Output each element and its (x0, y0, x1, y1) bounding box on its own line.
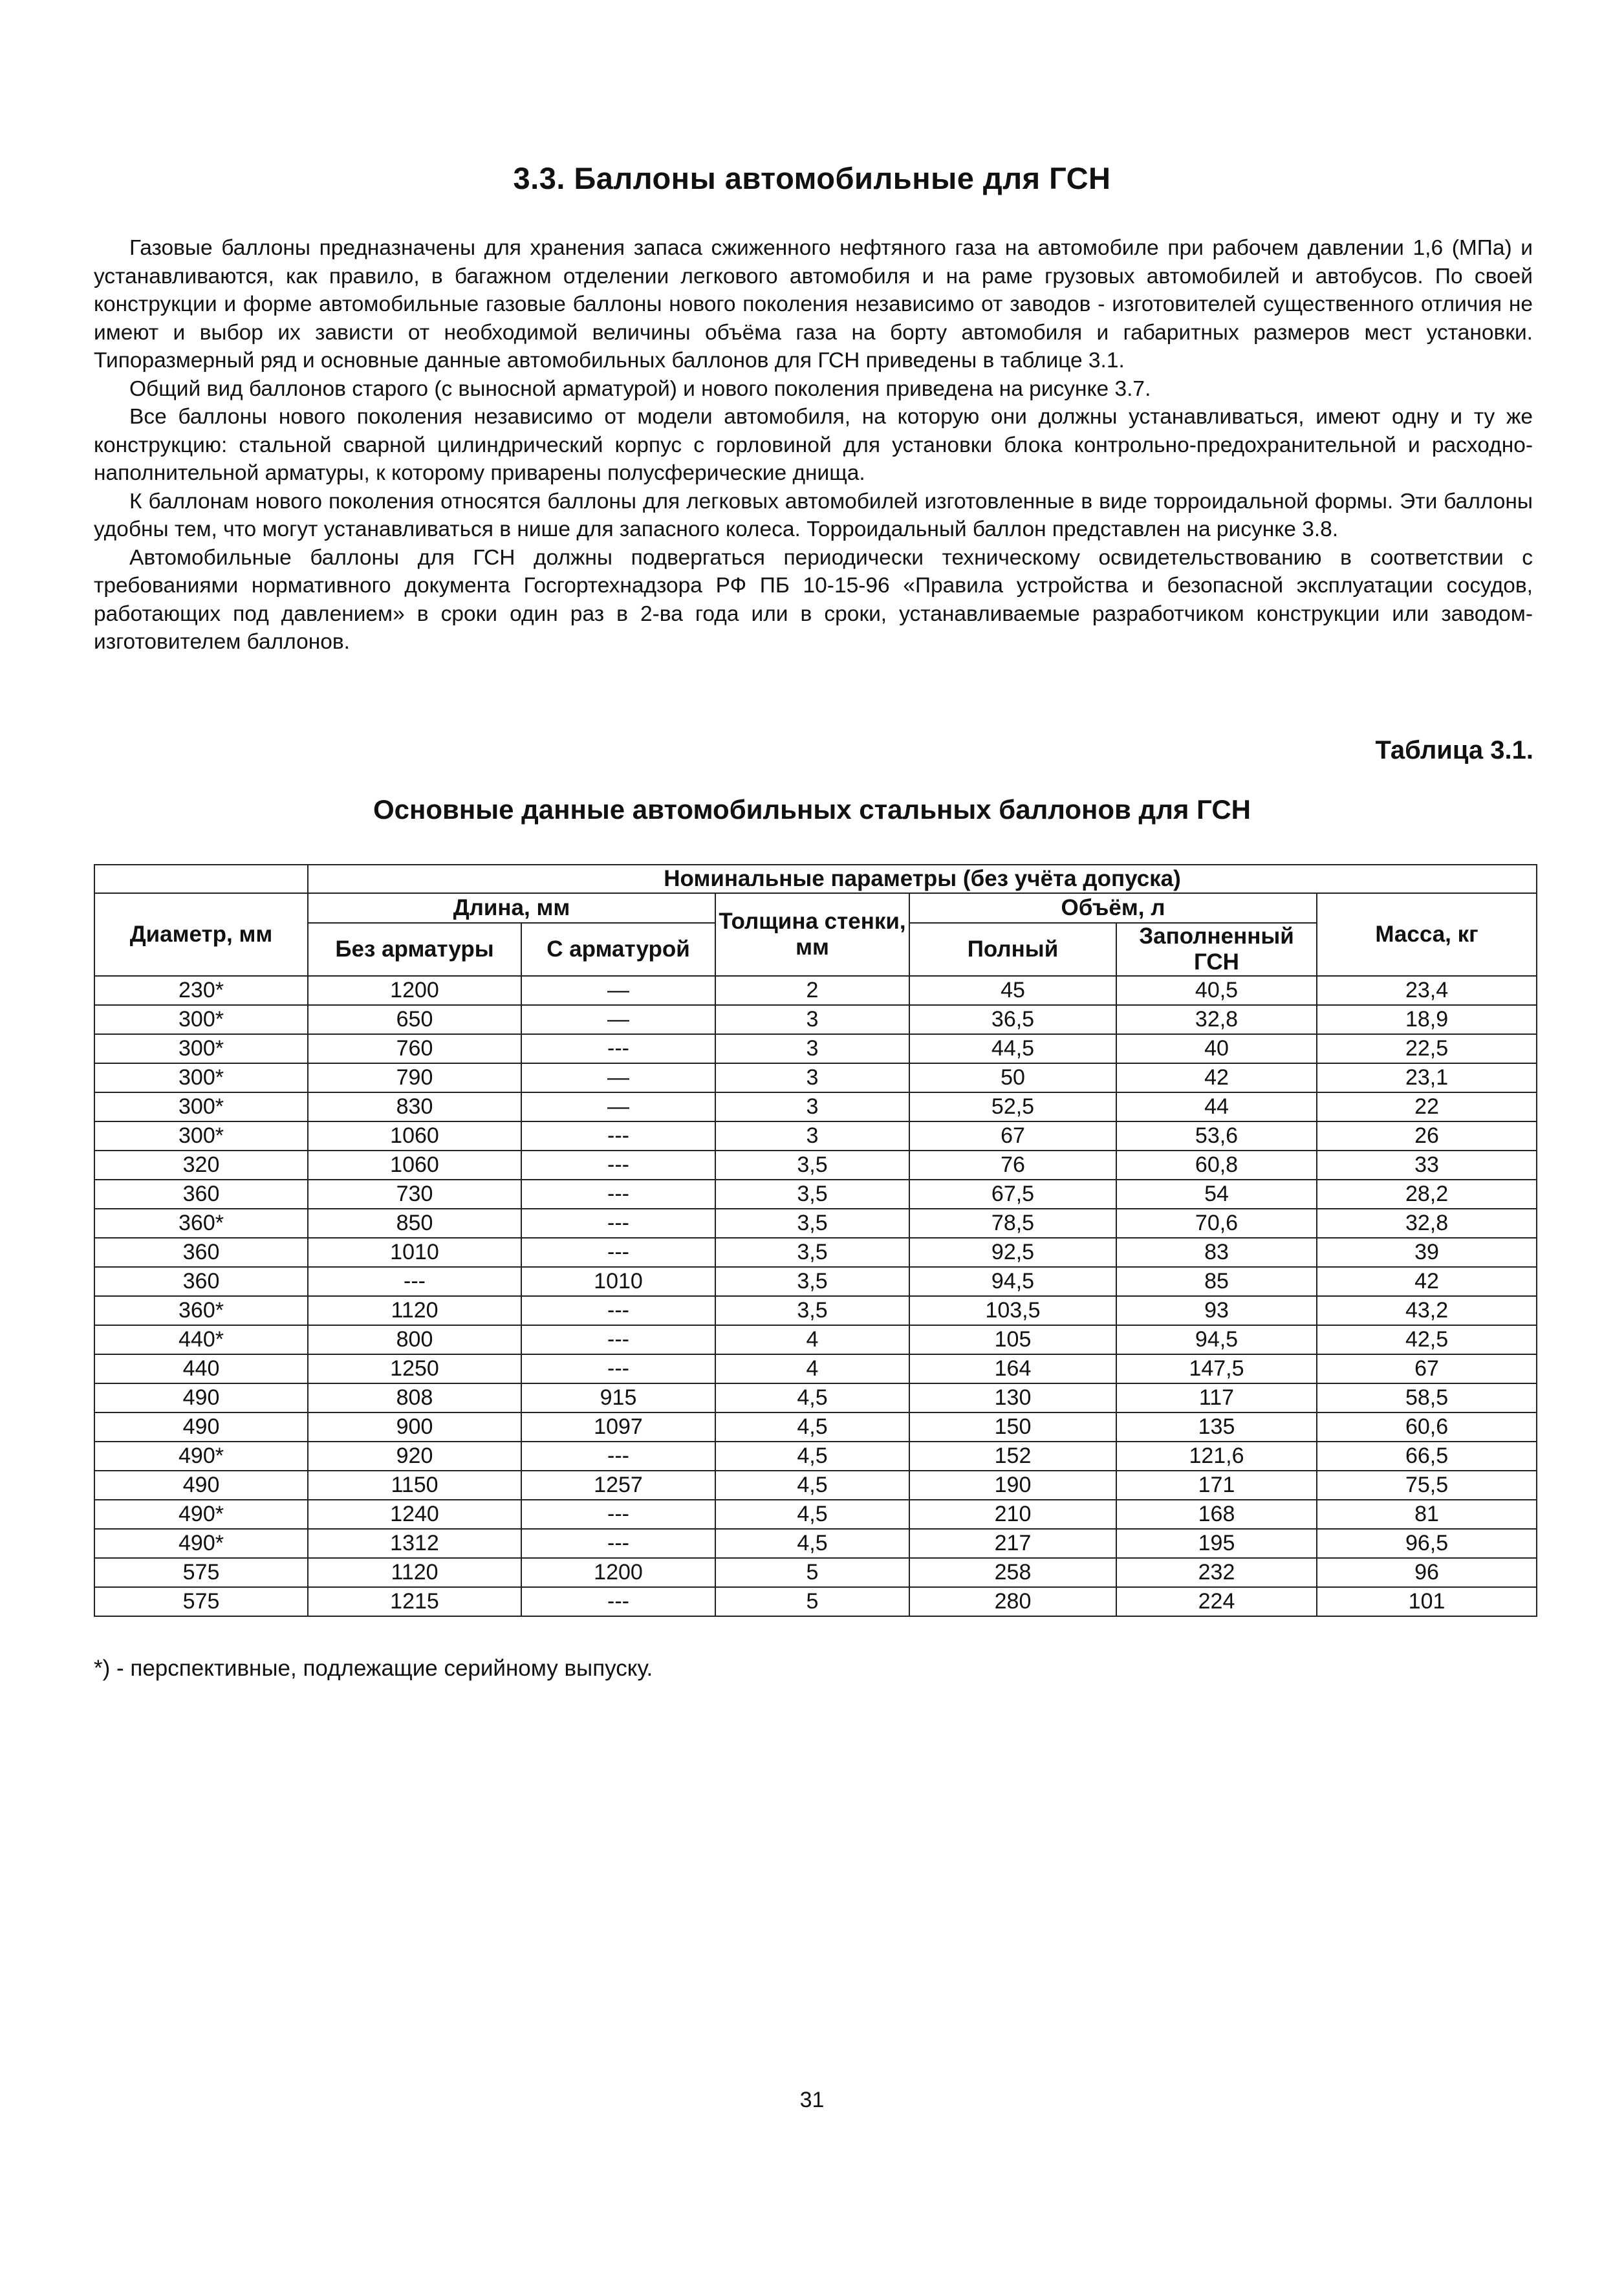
table-cell: 920 (308, 1442, 521, 1471)
table-cell: 900 (308, 1412, 521, 1442)
table-cell: 1060 (308, 1151, 521, 1180)
table-cell: 42,5 (1317, 1325, 1537, 1354)
table-cell: 39 (1317, 1238, 1537, 1267)
table-cell: 78,5 (909, 1209, 1116, 1238)
table-cell: 45 (909, 976, 1116, 1005)
table-cell: 490 (94, 1412, 308, 1442)
table-cell: 850 (308, 1209, 521, 1238)
table-cell: 2 (715, 976, 909, 1005)
table-cell: 190 (909, 1471, 1116, 1500)
table-cell: 42 (1116, 1063, 1317, 1092)
header-without-fittings: Без арматуры (308, 923, 521, 976)
table-cell: 50 (909, 1063, 1116, 1092)
table-cell: --- (521, 1587, 715, 1616)
table-title: Основные данные автомобильных стальных баллонов для ГСН (373, 794, 1251, 825)
table-cell: --- (521, 1180, 715, 1209)
table-cell: 3,5 (715, 1267, 909, 1296)
paragraph: Общий вид баллонов старого (с выносной арматурой) и нового поколения приведена на рисунке 3.7. (129, 376, 1151, 401)
table-cell: 53,6 (1116, 1121, 1317, 1151)
paragraph: Автомобильные баллоны для ГСН должны подвергаться периодически техническому освидетельствованию в соответствии с требованиями нормативного документа Госгортехнадзора РФ ПБ 10-15-96 «Правила устройства и безопасной эксплуатации сосудов, работающих под давлением» в сроки один раз в 2-ва года или в сроки, устанавливаемые разработчиком конструкции или заводом-изготовителем баллонов. (94, 545, 1533, 654)
table-cell: 1010 (308, 1238, 521, 1267)
table-cell: 300* (94, 1005, 308, 1034)
table-cell: 67,5 (909, 1180, 1116, 1209)
table-cell: 1010 (521, 1267, 715, 1296)
table-cell: — (521, 1092, 715, 1121)
table-cell: 3,5 (715, 1151, 909, 1180)
table-cell: 3 (715, 1063, 909, 1092)
table-cell: 575 (94, 1558, 308, 1587)
table-cell: 54 (1116, 1180, 1317, 1209)
table-cell: 3,5 (715, 1209, 909, 1238)
paragraph: Газовые баллоны предназначены для хранения запаса сжиженного нефтяного газа на автомобиле при рабочем давлении 1,6 (МПа) и устанавливаются, как правило, в багажном отделении легкового автомобиля и на раме грузовых автомобилей и автобусов. По своей конструкции и форме автомобильные газовые баллоны нового поколения независимо от заводов - изготовителей существенного отличия не имеют и выбор их зависти от необходимой величины объёма газа на борту автомобиля и габаритных размеров мест установки. Типоразмерный ряд и основные данные автомобильных баллонов для ГСН приведены в таблице 3.1. (94, 236, 1533, 373)
table-row (94, 1383, 1537, 1412)
table-row (94, 1412, 1537, 1442)
table-cell: 152 (909, 1442, 1116, 1471)
table-cell: 135 (1116, 1412, 1317, 1442)
table-cell: 830 (308, 1092, 521, 1121)
table-cell: 320 (94, 1151, 308, 1180)
table-cell: 224 (1116, 1587, 1317, 1616)
table-cell: 96,5 (1317, 1529, 1537, 1558)
table-cell: 5 (715, 1587, 909, 1616)
table-cell: --- (521, 1151, 715, 1180)
table-body (94, 976, 1537, 1616)
table-cell: 4 (715, 1325, 909, 1354)
table-row (94, 1180, 1537, 1209)
table-cell: 171 (1116, 1471, 1317, 1500)
table-cell: --- (521, 1121, 715, 1151)
table-cell: 1150 (308, 1471, 521, 1500)
table-cell: 4 (715, 1354, 909, 1383)
table-cell: --- (521, 1325, 715, 1354)
table-cell: 280 (909, 1587, 1116, 1616)
table-cell: 360 (94, 1267, 308, 1296)
table-cell: 83 (1116, 1238, 1317, 1267)
table-cell: 28,2 (1317, 1180, 1537, 1209)
table-cell: 4,5 (715, 1383, 909, 1412)
table-cell: 150 (909, 1412, 1116, 1442)
table-cell: 75,5 (1317, 1471, 1537, 1500)
table-cell: 40 (1116, 1034, 1317, 1063)
table-cell: 300* (94, 1092, 308, 1121)
table-cell: --- (521, 1442, 715, 1471)
table-row (94, 1121, 1537, 1151)
table-cell: 121,6 (1116, 1442, 1317, 1471)
table-cell: 217 (909, 1529, 1116, 1558)
table-cell: 147,5 (1116, 1354, 1317, 1383)
table-cell: 103,5 (909, 1296, 1116, 1325)
table-cell: 85 (1116, 1267, 1317, 1296)
header-wall-thickness: Толщина стенки, мм (715, 893, 909, 976)
table-cell: 22,5 (1317, 1034, 1537, 1063)
table-cell: 101 (1317, 1587, 1537, 1616)
table-cell: 4,5 (715, 1442, 909, 1471)
table-cell: 3 (715, 1034, 909, 1063)
table-cell: 94,5 (1116, 1325, 1317, 1354)
header-empty (94, 865, 308, 893)
header-diameter: Диаметр, мм (94, 893, 308, 976)
table-cell: 1120 (308, 1558, 521, 1587)
table-cell: 22 (1317, 1092, 1537, 1121)
table-cell: 67 (1317, 1354, 1537, 1383)
table-cell: 730 (308, 1180, 521, 1209)
paragraph: Все баллоны нового поколения независимо от модели автомобиля, на которую они должны устанавливаться, имеют одну и ту же конструкцию: стальной сварной цилиндрический корпус с горловиной для установки блока контрольно-предохранительной и расходно-наполнительной арматуры, к которому приварены полусферические днища. (94, 405, 1533, 485)
table-cell: 44 (1116, 1092, 1317, 1121)
header-volume: Объём, л (909, 893, 1317, 923)
table-cell: 3 (715, 1121, 909, 1151)
table-cell: 43,2 (1317, 1296, 1537, 1325)
table-cell: 168 (1116, 1500, 1317, 1529)
table-cell: 3,5 (715, 1296, 909, 1325)
table-cell: 42 (1317, 1267, 1537, 1296)
table-row (94, 1354, 1537, 1383)
table-cell: 44,5 (909, 1034, 1116, 1063)
table-cell: 3 (715, 1092, 909, 1121)
table-cell: 94,5 (909, 1267, 1116, 1296)
table-row (94, 1500, 1537, 1529)
table-cell: 4,5 (715, 1471, 909, 1500)
table-row (94, 1063, 1537, 1092)
table-cell: 26 (1317, 1121, 1537, 1151)
page-number: 31 (799, 2088, 825, 2112)
table-cell: 52,5 (909, 1092, 1116, 1121)
body-text (94, 234, 1533, 656)
table-cell: 1060 (308, 1121, 521, 1151)
table-cell: 130 (909, 1383, 1116, 1412)
table-cell: --- (521, 1354, 715, 1383)
table-cell: 23,4 (1317, 976, 1537, 1005)
table-cell: 4,5 (715, 1500, 909, 1529)
table-row (94, 1471, 1537, 1500)
table-cell: 650 (308, 1005, 521, 1034)
table-cell: 360 (94, 1238, 308, 1267)
table-cell: 300* (94, 1121, 308, 1151)
table-cell: 23,1 (1317, 1063, 1537, 1092)
table-cell: 1120 (308, 1296, 521, 1325)
table-row (94, 976, 1537, 1005)
table-cell: --- (521, 1500, 715, 1529)
table-cell: 1097 (521, 1412, 715, 1442)
table-cell: 210 (909, 1500, 1116, 1529)
table-cell: 230* (94, 976, 308, 1005)
table-cell: 58,5 (1317, 1383, 1537, 1412)
table-cell: 490 (94, 1383, 308, 1412)
table-row (94, 1296, 1537, 1325)
table-cell: 300* (94, 1034, 308, 1063)
table-cell: 70,6 (1116, 1209, 1317, 1238)
table-cell: 1240 (308, 1500, 521, 1529)
table-cell: 67 (909, 1121, 1116, 1151)
header-mass: Масса, кг (1317, 893, 1537, 976)
table-cell: — (521, 1063, 715, 1092)
table-cell: 490* (94, 1442, 308, 1471)
table-cell: 790 (308, 1063, 521, 1092)
table-cell: 360* (94, 1209, 308, 1238)
paragraph: К баллонам нового поколения относятся баллоны для легковых автомобилей изготовленные в виде торроидальной формы. Эти баллоны удобны тем, что могут устанавливаться в нише для запасного колеса. Торроидальный баллон представлен на рисунке 3.8. (94, 489, 1533, 541)
table-cell: --- (521, 1209, 715, 1238)
table-cell: 300* (94, 1063, 308, 1092)
header-full: Полный (909, 923, 1116, 976)
table-cell: 490 (94, 1471, 308, 1500)
table-cell: 76 (909, 1151, 1116, 1180)
table-cell: 490* (94, 1500, 308, 1529)
table-cell: 800 (308, 1325, 521, 1354)
table-cell: 105 (909, 1325, 1116, 1354)
table-cell: 92,5 (909, 1238, 1116, 1267)
cylinder-data-table (94, 864, 1537, 1617)
table-cell: 3,5 (715, 1180, 909, 1209)
table-cell: 1200 (521, 1558, 715, 1587)
table-cell: --- (521, 1529, 715, 1558)
table-cell: 60,6 (1317, 1412, 1537, 1442)
table-row (94, 1325, 1537, 1354)
table-row (94, 1529, 1537, 1558)
table-row (94, 1005, 1537, 1034)
table-cell: 808 (308, 1383, 521, 1412)
table-cell: 32,8 (1116, 1005, 1317, 1034)
table-cell: 360 (94, 1180, 308, 1209)
table-cell: 33 (1317, 1151, 1537, 1180)
table-cell: 96 (1317, 1558, 1537, 1587)
table-cell: --- (521, 1296, 715, 1325)
table-cell: 258 (909, 1558, 1116, 1587)
table-label: Таблица 3.1. (1375, 736, 1533, 764)
table-cell: 5 (715, 1558, 909, 1587)
footnote: *) - перспективные, подлежащие серийному выпуску. (94, 1656, 653, 1681)
table-cell: 36,5 (909, 1005, 1116, 1034)
table-cell: 60,8 (1116, 1151, 1317, 1180)
table-cell: 440 (94, 1354, 308, 1383)
table-cell: 760 (308, 1034, 521, 1063)
table-cell: --- (521, 1034, 715, 1063)
section-title: 3.3. Баллоны автомобильные для ГСН (513, 161, 1111, 195)
table-cell: 4,5 (715, 1529, 909, 1558)
table-cell: --- (308, 1267, 521, 1296)
table-row (94, 1587, 1537, 1616)
table-cell: --- (521, 1238, 715, 1267)
table-cell: 18,9 (1317, 1005, 1537, 1034)
table-cell: 360* (94, 1296, 308, 1325)
table-cell: 1215 (308, 1587, 521, 1616)
header-length: Длина, мм (308, 893, 715, 923)
table-row (94, 1151, 1537, 1180)
table-cell: 32,8 (1317, 1209, 1537, 1238)
table-cell: 490* (94, 1529, 308, 1558)
table-row (94, 1442, 1537, 1471)
table-cell: 117 (1116, 1383, 1317, 1412)
table-row (94, 1267, 1537, 1296)
table-cell: 232 (1116, 1558, 1317, 1587)
table-cell: 1257 (521, 1471, 715, 1500)
table-cell: 81 (1317, 1500, 1537, 1529)
table-cell: 575 (94, 1587, 308, 1616)
header-with-fittings: С арматурой (521, 923, 715, 976)
table-row (94, 1558, 1537, 1587)
table-row (94, 1092, 1537, 1121)
table-cell: 195 (1116, 1529, 1317, 1558)
table-cell: — (521, 976, 715, 1005)
table-cell: 4,5 (715, 1412, 909, 1442)
table-row (94, 1209, 1537, 1238)
table-cell: 164 (909, 1354, 1116, 1383)
table-cell: 66,5 (1317, 1442, 1537, 1471)
table-cell: 1312 (308, 1529, 521, 1558)
table-cell: 1200 (308, 976, 521, 1005)
table-cell: — (521, 1005, 715, 1034)
table-cell: 3,5 (715, 1238, 909, 1267)
table-cell: 3 (715, 1005, 909, 1034)
table-cell: 1250 (308, 1354, 521, 1383)
table-row (94, 1238, 1537, 1267)
header-filled-gsn: Заполненный ГСН (1116, 923, 1317, 976)
table-cell: 40,5 (1116, 976, 1317, 1005)
table-cell: 915 (521, 1383, 715, 1412)
table-cell: 440* (94, 1325, 308, 1354)
table-row (94, 1034, 1537, 1063)
table-cell: 93 (1116, 1296, 1317, 1325)
header-nominal: Номинальные параметры (без учёта допуска) (308, 865, 1537, 893)
